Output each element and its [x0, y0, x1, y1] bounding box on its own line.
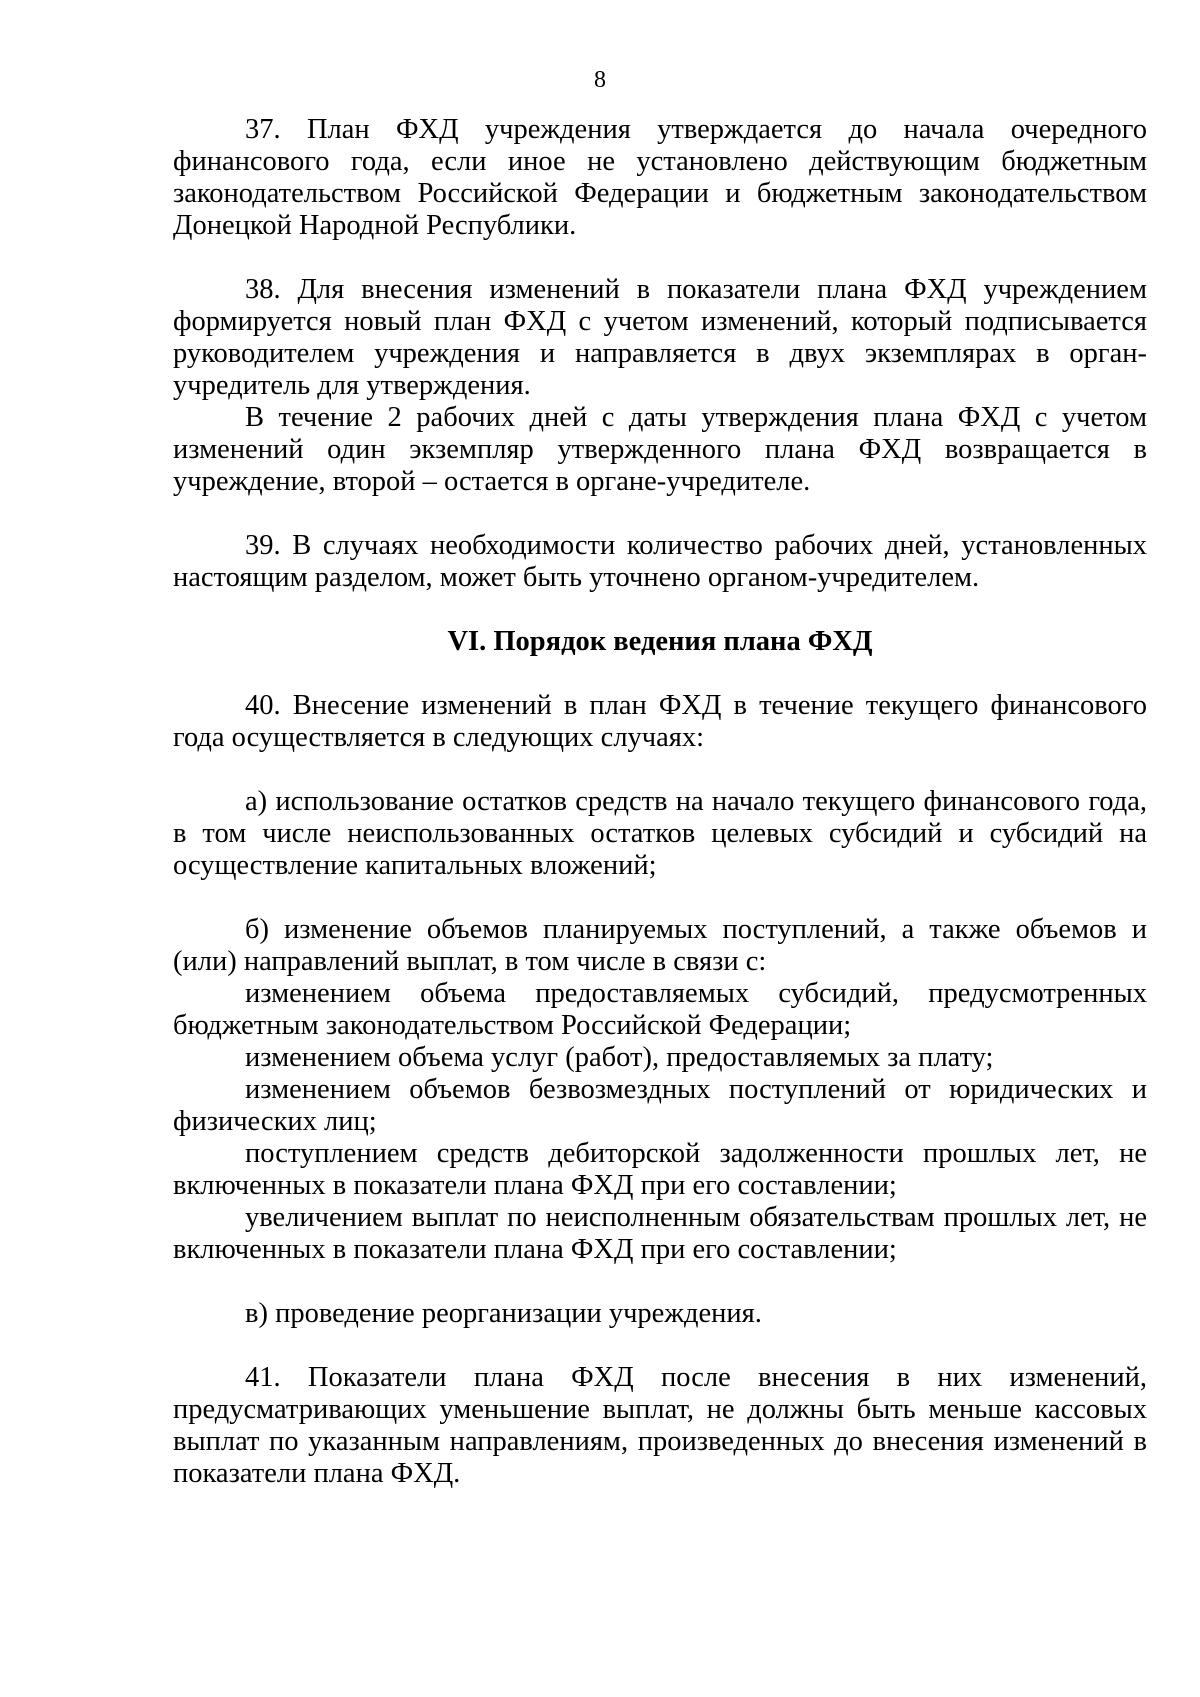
paragraph-40-b: б) изменение объемов планируемых поступлений, а также объемов и (или) направлений выплат, в том числе в связи с:: [173, 914, 1147, 977]
paragraph-37: 37. План ФХД учреждения утверждается до начала очередного финансового года, если иное не установлено действующим бюджетным законодательством Российской Федерации и бюджетным законодательством Донецкой Народной Республики.: [173, 114, 1147, 241]
paragraph-39: 39. В случаях необходимости количество рабочих дней, установленных настоящим разделом, может быть уточнено органом-учредителем.: [173, 530, 1147, 593]
paragraph-40-a: а) использование остатков средств на начало текущего финансового года, в том числе неиспользованных остатков целевых субсидий и субсидий на осуществление капитальных вложений;: [173, 786, 1147, 881]
paragraph-38: 38. Для внесения изменений в показатели плана ФХД учреждением формируется новый план ФХД с учетом изменений, который подписывается руководителем учреждения и направляется в двух экземплярах в орган-учредитель для утверждения.: [173, 274, 1147, 401]
paragraph-38-continuation: В течение 2 рабочих дней с даты утверждения плана ФХД с учетом изменений один экземпляр утвержденного плана ФХД возвращается в учреждение, второй – остается в органе-учредителе.: [173, 402, 1147, 497]
paragraph-40-b-item-4: поступлением средств дебиторской задолженности прошлых лет, не включенных в показатели плана ФХД при его составлении;: [173, 1138, 1147, 1201]
paragraph-40-b-item-1: изменением объема предоставляемых субсидий, предусмотренных бюджетным законодательством Российской Федерации;: [173, 978, 1147, 1041]
document-body: [173, 114, 1147, 1490]
paragraph-40-b-item-5: увеличением выплат по неисполненным обязательствам прошлых лет, не включенных в показатели плана ФХД при его составлении;: [173, 1202, 1147, 1265]
section-heading: VI. Порядок ведения плана ФХД: [447, 626, 873, 657]
paragraph-40-b-item-3: изменением объемов безвозмездных поступлений от юридических и физических лиц;: [173, 1074, 1147, 1137]
paragraph-41: 41. Показатели плана ФХД после внесения в них изменений, предусматривающих уменьшение выплат, не должны быть меньше кассовых выплат по указанным направлениям, произведенных до внесения изменений в показатели плана ФХД.: [173, 1362, 1147, 1489]
paragraph-40-b-item-2: изменением объема услуг (работ), предоставляемых за плату;: [245, 1042, 994, 1073]
paragraph-40-c: в) проведение реорганизации учреждения.: [245, 1298, 762, 1329]
paragraph-40: 40. Внесение изменений в план ФХД в течение текущего финансового года осуществляется в следующих случаях:: [173, 690, 1147, 753]
page-number: 8: [594, 67, 606, 93]
